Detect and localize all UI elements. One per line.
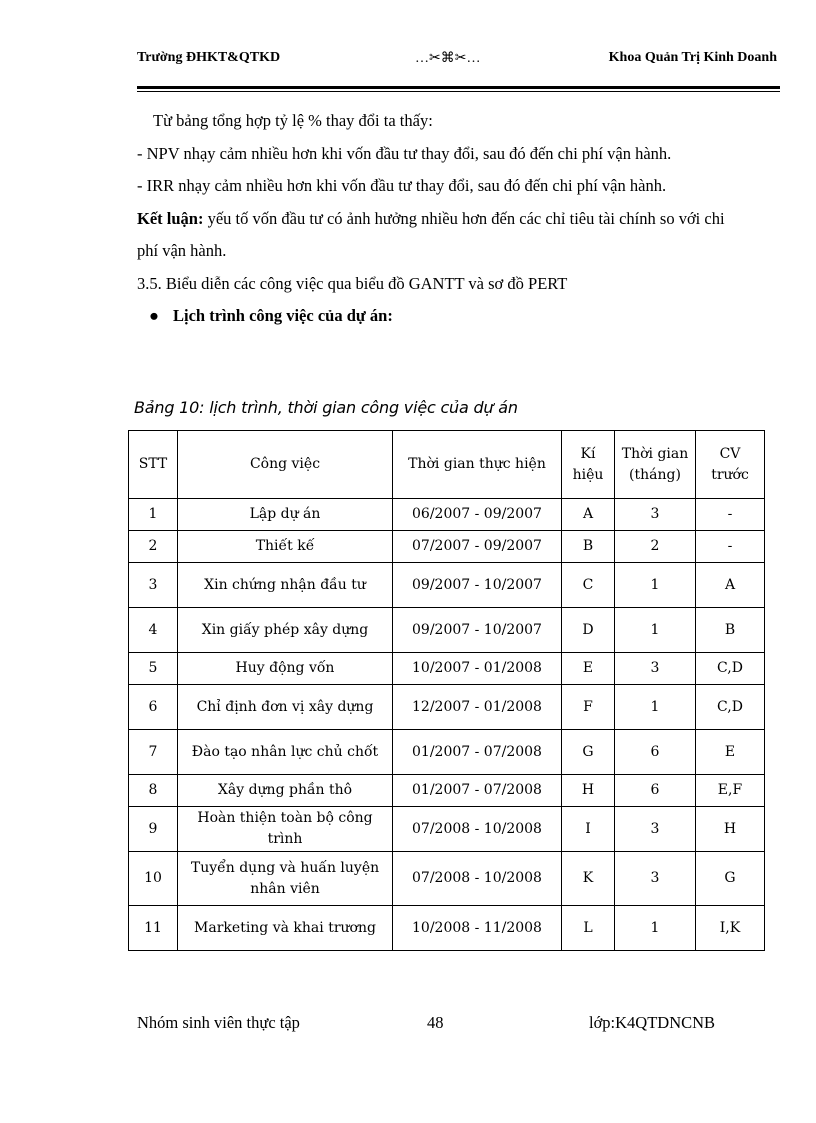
cell-symbol: C xyxy=(562,563,615,608)
cell-symbol: E xyxy=(562,653,615,685)
irr-paragraph: - IRR nhạy cảm nhiều hơn khi vốn đầu tư thay đổi, sau đó đến chi phí vận hành. xyxy=(137,176,667,195)
cell-duration: 1 xyxy=(615,563,696,608)
header-rule-thin xyxy=(137,91,780,92)
table-row xyxy=(129,563,765,608)
cell-predecessor: I,K xyxy=(696,906,765,951)
table-row xyxy=(129,685,765,730)
cell-stt: 5 xyxy=(129,653,178,685)
cell-stt: 1 xyxy=(129,499,178,531)
cell-symbol: K xyxy=(562,852,615,906)
cell-period: 12/2007 - 01/2008 xyxy=(393,685,562,730)
cell-duration: 2 xyxy=(615,531,696,563)
cell-task: Xây dựng phần thô xyxy=(178,775,393,807)
cell-duration: 1 xyxy=(615,906,696,951)
cell-period: 01/2007 - 07/2008 xyxy=(393,730,562,775)
cell-stt: 2 xyxy=(129,531,178,563)
cell-task: Thiết kế xyxy=(178,531,393,563)
conclusion-paragraph xyxy=(137,203,737,268)
cell-symbol: F xyxy=(562,685,615,730)
cell-task: Lập dự án xyxy=(178,499,393,531)
cell-task: Marketing và khai trương xyxy=(178,906,393,951)
cell-predecessor: C,D xyxy=(696,685,765,730)
table-row xyxy=(129,608,765,653)
cell-period: 07/2008 - 10/2008 xyxy=(393,807,562,852)
cell-stt: 11 xyxy=(129,906,178,951)
cell-period: 10/2008 - 11/2008 xyxy=(393,906,562,951)
cell-task: Xin chứng nhận đầu tư xyxy=(178,563,393,608)
footer-group: Nhóm sinh viên thực tập xyxy=(137,1013,300,1032)
cell-stt: 7 xyxy=(129,730,178,775)
cell-predecessor: A xyxy=(696,563,765,608)
cell-duration: 3 xyxy=(615,653,696,685)
cell-task: Chỉ định đơn vị xây dựng xyxy=(178,685,393,730)
cell-symbol: L xyxy=(562,906,615,951)
cell-task: Tuyển dụng và huấn luyện nhân viên xyxy=(178,852,393,906)
table-header-row xyxy=(129,431,765,499)
table-row xyxy=(129,906,765,951)
cell-symbol: H xyxy=(562,775,615,807)
cell-symbol: B xyxy=(562,531,615,563)
cell-duration: 3 xyxy=(615,807,696,852)
cell-duration: 6 xyxy=(615,730,696,775)
table-caption: Bảng 10: lịch trình, thời gian công việc của dự án xyxy=(134,398,518,417)
cell-period: 09/2007 - 10/2007 xyxy=(393,608,562,653)
header-predecessor: CV trước xyxy=(696,431,765,499)
table-row xyxy=(129,852,765,906)
cell-predecessor: G xyxy=(696,852,765,906)
intro-paragraph: Từ bảng tổng hợp tỷ lệ % thay đổi ta thấy: xyxy=(153,111,433,130)
cell-predecessor: C,D xyxy=(696,653,765,685)
cell-symbol: G xyxy=(562,730,615,775)
cell-period: 10/2007 - 01/2008 xyxy=(393,653,562,685)
cell-period: 07/2008 - 10/2008 xyxy=(393,852,562,906)
table-row xyxy=(129,499,765,531)
table-row xyxy=(129,775,765,807)
section-heading: 3.5. Biểu diễn các công việc qua biểu đồ GANTT và sơ đồ PERT xyxy=(137,273,568,293)
cell-stt: 4 xyxy=(129,608,178,653)
cell-symbol: I xyxy=(562,807,615,852)
header-duration: Thời gian (tháng) xyxy=(615,431,696,499)
cell-stt: 3 xyxy=(129,563,178,608)
cell-duration: 6 xyxy=(615,775,696,807)
header-period: Thời gian thực hiện xyxy=(393,431,562,499)
bullet-text: Lịch trình công việc của dự án: xyxy=(173,306,393,325)
cell-task: Huy động vốn xyxy=(178,653,393,685)
footer-class: lớp:K4QTDNCNB xyxy=(589,1013,716,1032)
header-ornament: …✂⌘✂… xyxy=(415,51,481,66)
cell-duration: 1 xyxy=(615,685,696,730)
cell-predecessor: E xyxy=(696,730,765,775)
cell-duration: 1 xyxy=(615,608,696,653)
cell-task: Đào tạo nhân lực chủ chốt xyxy=(178,730,393,775)
cell-task: Xin giấy phép xây dựng xyxy=(178,608,393,653)
cell-symbol: A xyxy=(562,499,615,531)
cell-stt: 8 xyxy=(129,775,178,807)
header-symbol: Kí hiệu xyxy=(562,431,615,499)
cell-period: 07/2007 - 09/2007 xyxy=(393,531,562,563)
bullet-icon: ● xyxy=(149,306,159,325)
cell-duration: 3 xyxy=(615,852,696,906)
body-text xyxy=(137,105,737,333)
table-row xyxy=(129,807,765,852)
cell-predecessor: B xyxy=(696,608,765,653)
cell-symbol: D xyxy=(562,608,615,653)
conclusion-label: Kết luận: xyxy=(137,208,204,228)
header-school: Trường ĐHKT&QTKD xyxy=(137,50,281,65)
cell-predecessor: H xyxy=(696,807,765,852)
header-task: Công việc xyxy=(178,431,393,499)
cell-predecessor: E,F xyxy=(696,775,765,807)
cell-period: 01/2007 - 07/2008 xyxy=(393,775,562,807)
cell-task: Hoàn thiện toàn bộ công trình xyxy=(178,807,393,852)
header-stt: STT xyxy=(129,431,178,499)
cell-predecessor: - xyxy=(696,499,765,531)
cell-predecessor: - xyxy=(696,531,765,563)
table-body xyxy=(129,499,765,951)
cell-period: 09/2007 - 10/2007 xyxy=(393,563,562,608)
cell-stt: 9 xyxy=(129,807,178,852)
page-number: 48 xyxy=(427,1013,444,1032)
table-row xyxy=(129,531,765,563)
bullet-item xyxy=(137,300,737,333)
header-faculty: Khoa Quản Trị Kinh Doanh xyxy=(608,50,777,65)
npv-paragraph: - NPV nhạy cảm nhiều hơn khi vốn đầu tư thay đổi, sau đó đến chi phí vận hành. xyxy=(137,143,672,163)
table-row xyxy=(129,730,765,775)
schedule-table xyxy=(128,430,765,951)
page-header xyxy=(137,50,777,70)
conclusion-text: yếu tố vốn đầu tư có ảnh hưởng nhiều hơn đến các chỉ tiêu tài chính so với chi phí vận hành. xyxy=(137,208,725,260)
cell-stt: 10 xyxy=(129,852,178,906)
cell-stt: 6 xyxy=(129,685,178,730)
table-row xyxy=(129,653,765,685)
cell-period: 06/2007 - 09/2007 xyxy=(393,499,562,531)
cell-duration: 3 xyxy=(615,499,696,531)
header-rule-thick xyxy=(137,86,780,89)
